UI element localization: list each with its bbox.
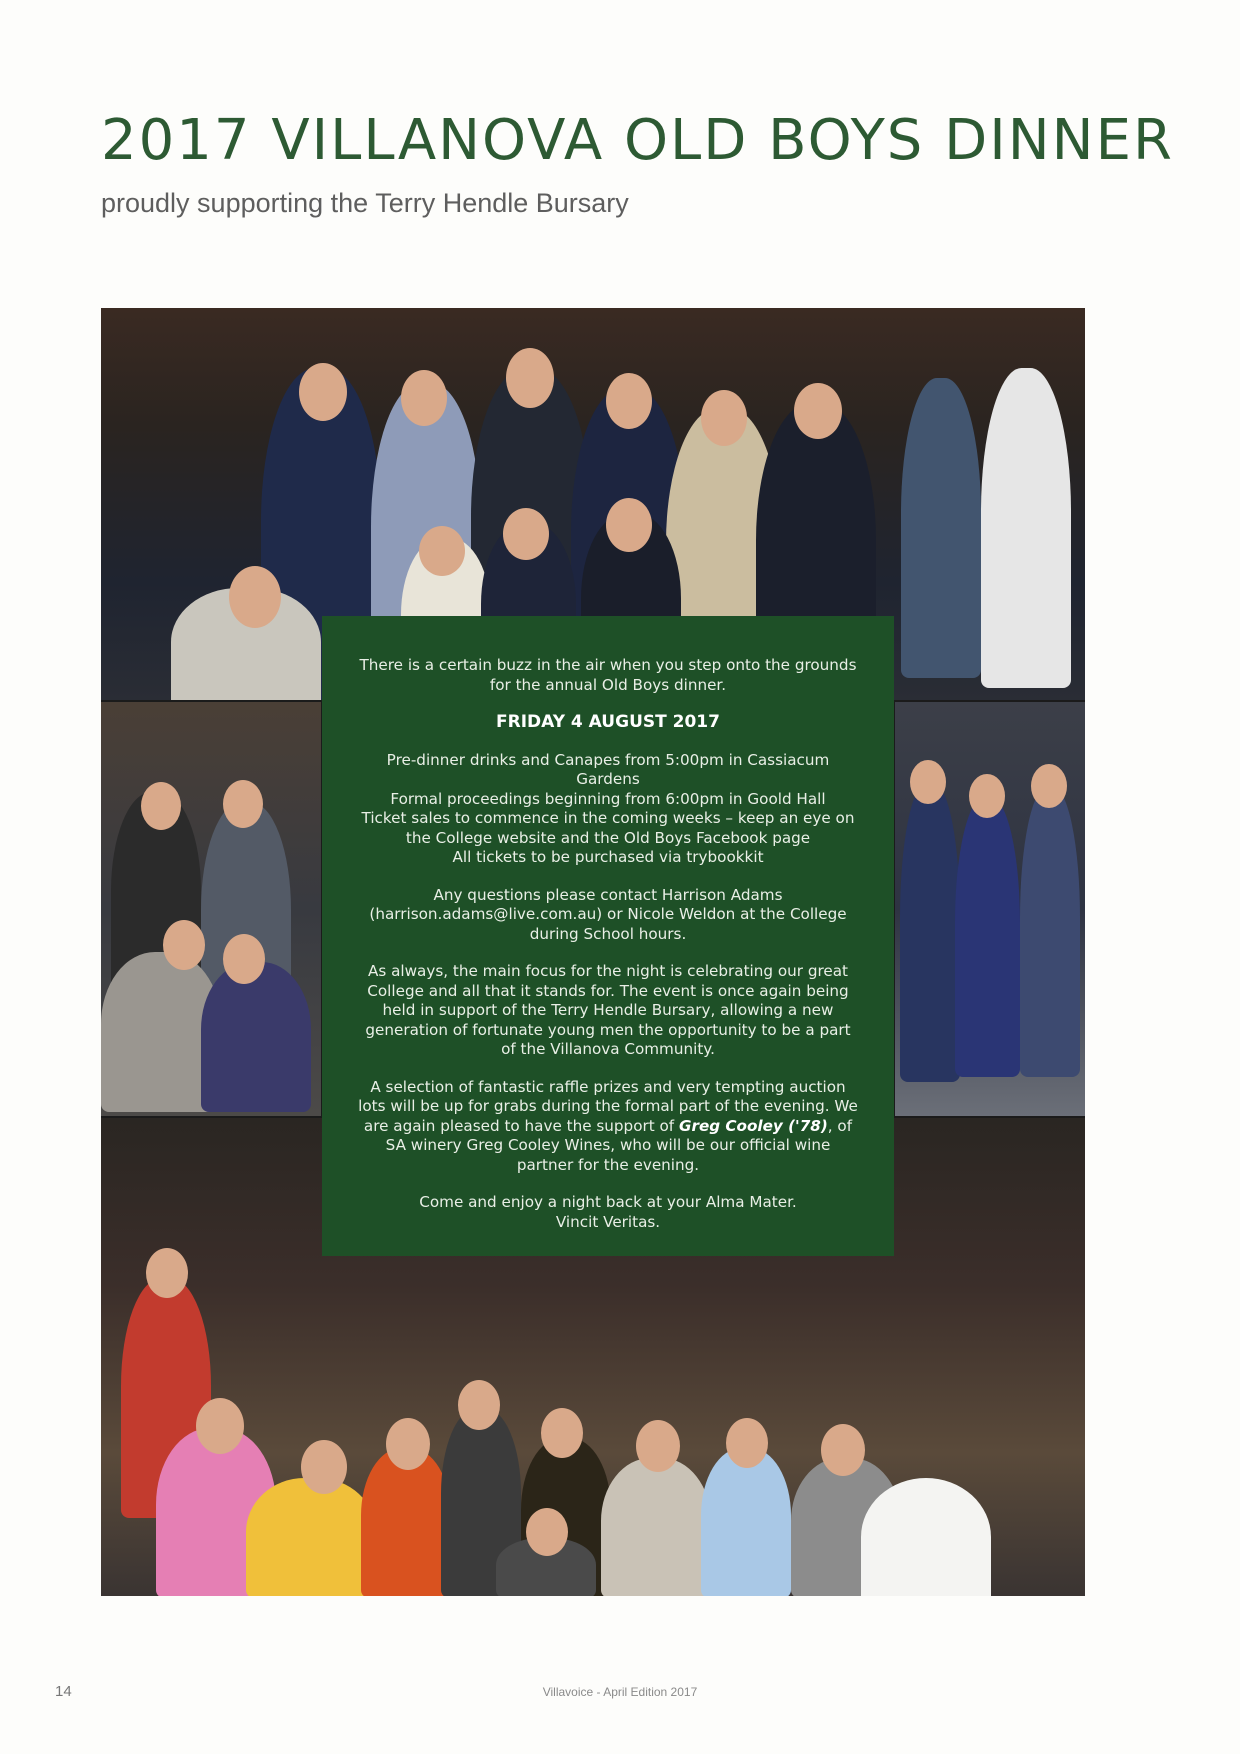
- event-info-box: [322, 616, 894, 1256]
- raffle-text: [356, 1078, 860, 1176]
- raffle-text-start: A selection of fantastic raffle prizes and very tempting auction lots will be up for grabs during the formal part of the evening. We are again pleased to have the support of: [358, 1077, 858, 1135]
- page-title: 2017 VILLANOVA OLD BOYS DINNER: [101, 108, 1174, 173]
- detail-ticket-purchase: All tickets to be purchased via trybookkit: [452, 848, 764, 866]
- closing-text: [356, 1193, 860, 1232]
- closing-line-motto: Vincit Veritas.: [555, 1212, 661, 1231]
- raffle-text-end: , of SA winery Greg Cooley Wines, who will be our official wine partner for the evening.: [385, 1116, 853, 1174]
- detail-proceedings: Formal proceedings beginning from 6:00pm in Goold Hall: [390, 789, 826, 808]
- publication-footer: Villavoice - April Edition 2017: [542, 1685, 698, 1699]
- intro-text: There is a certain buzz in the air when you step onto the grounds for the annual Old Boys dinner.: [359, 656, 857, 694]
- page-number: 14: [55, 1683, 72, 1700]
- contact-text: Any questions please contact Harrison Adams (harrison.adams@live.com.au) or Nicole Weldon at the College during School hours.: [369, 885, 847, 943]
- event-date: FRIDAY 4 AUGUST 2017: [496, 712, 720, 732]
- event-details: [356, 751, 860, 868]
- closing-line-1: Come and enjoy a night back at your Alma Mater.: [419, 1193, 797, 1211]
- page-subtitle: proudly supporting the Terry Hendle Bursary: [101, 188, 629, 218]
- group-photo-left: [101, 702, 321, 1116]
- detail-ticket-sales: Ticket sales to commence in the coming weeks – keep an eye on the College website and the Old Boys Facebook page: [361, 809, 855, 847]
- sponsor-name: Greg Cooley ('78): [678, 1116, 828, 1135]
- group-photo-right: [895, 702, 1085, 1116]
- focus-text: As always, the main focus for the night is celebrating our great College and all that it stands for. The event is once again being held in support of the Terry Hendle Bursary, allowing a new generation of fortunate young men the opportunity to be a part of the Villanova Community.: [365, 962, 851, 1058]
- detail-drinks: Pre-dinner drinks and Canapes from 5:00pm in Cassiacum Gardens: [386, 750, 830, 788]
